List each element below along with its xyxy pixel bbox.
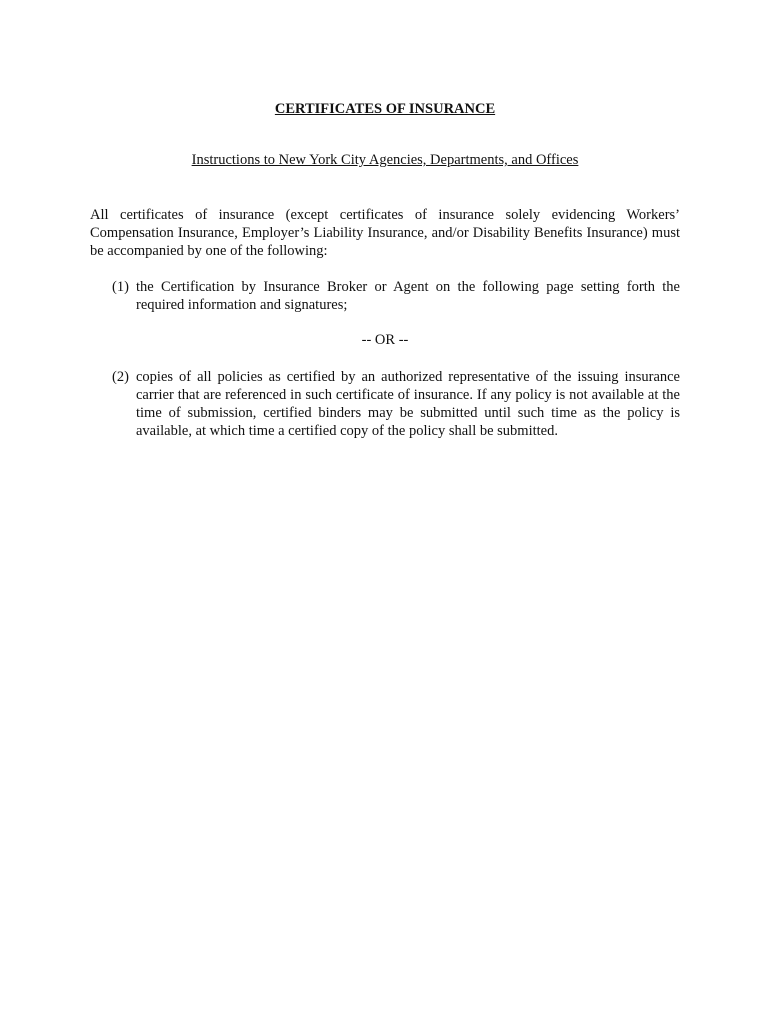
list-item-number: (1): [112, 279, 129, 295]
list-item-text: copies of all policies as certified by an authorized representative of the issuing insurance carrier that are referenced in such certificate of insurance. If any policy is not available at the time of submission, certified binders may be submitted until such time as the policy is available, at which time a certified copy of the policy shall be submitted.: [136, 369, 680, 439]
list-item: [112, 278, 680, 314]
document-title: CERTIFICATES OF INSURANCE: [274, 101, 496, 117]
list-item-number: (2): [112, 369, 129, 385]
document-subtitle: Instructions to New York City Agencies, Departments, and Offices: [191, 152, 579, 168]
list-item-text: the Certification by Insurance Broker or Agent on the following page setting forth the required information and signatures;: [136, 279, 680, 313]
intro-paragraph: All certificates of insurance (except certificates of insurance solely evidencing Workers’ Compensation Insurance, Employer’s Liability Insurance, and/or Disability Benefits Insurance) must be accompanied by one of the following:: [90, 207, 680, 259]
or-separator: -- OR --: [361, 332, 409, 348]
list-item: [112, 368, 680, 440]
